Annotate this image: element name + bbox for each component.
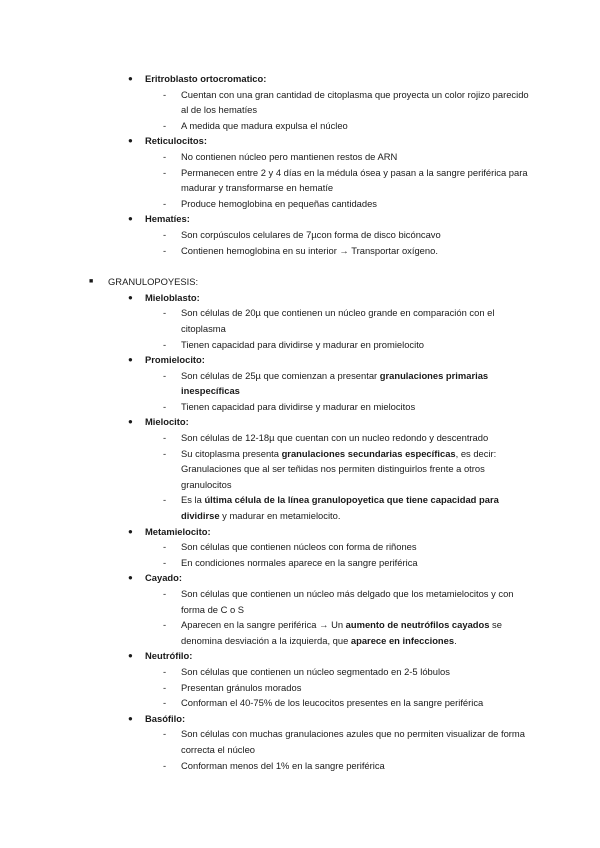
cell-type-item <box>0 290 600 306</box>
dash-marker: - <box>163 307 167 319</box>
description-point <box>0 555 600 571</box>
bullet-icon: ● <box>128 651 133 661</box>
document-body <box>0 71 600 773</box>
cell-type-title: Mielocito: <box>145 416 189 428</box>
description-point <box>0 539 600 555</box>
description-point <box>0 87 600 118</box>
bold-text: granulaciones secundarias específicas <box>281 447 456 459</box>
description-point <box>0 227 600 243</box>
point-text: No contienen núcleo pero mantienen restos de ARN <box>181 150 398 162</box>
dash-marker: - <box>163 244 167 256</box>
point-text: Tienen capacidad para dividirse y madurar en promielocito <box>181 338 425 350</box>
section-heading <box>0 274 600 290</box>
point-text: Son células que contienen un núcleo segmentado en 2-5 lóbulos <box>181 665 450 677</box>
description-point <box>0 305 600 336</box>
cell-type-title: Neutrófilo: <box>145 650 193 662</box>
cell-type-title: Promielocito: <box>145 354 205 366</box>
bullet-icon: ● <box>128 713 133 723</box>
point-text: Son células de 20µ que contienen un núcleo grande en comparación con el citoplasma <box>181 307 495 334</box>
point-text: Conforman menos del 1% en la sangre periférica <box>181 759 385 771</box>
dash-marker: - <box>163 759 167 771</box>
point-text: Son células de 25µ que comienzan a presentar <box>181 369 380 381</box>
dash-marker: - <box>163 88 167 100</box>
bullet-icon: ● <box>128 573 133 583</box>
cell-type-item <box>0 211 600 227</box>
bold-text: aparece en infecciones <box>350 634 455 646</box>
point-text: Presentan gránulos morados <box>181 681 302 693</box>
dash-marker: - <box>163 432 167 444</box>
description-point <box>0 617 600 648</box>
point-text: Es la <box>181 494 205 506</box>
description-point <box>0 586 600 617</box>
point-text: . <box>454 634 457 646</box>
point-text: Tienen capacidad para dividirse y madurar en mielocitos <box>181 400 416 412</box>
dash-marker: - <box>163 400 167 412</box>
dash-marker: - <box>163 588 167 599</box>
section-heading-text: GRANULOPOYESIS: <box>108 276 199 288</box>
point-text: Conforman el 40-75% de los leucocitos presentes en la sangre periférica <box>181 697 484 709</box>
cell-type-item <box>0 71 600 87</box>
cell-type-item <box>0 352 600 368</box>
description-point <box>0 680 600 696</box>
point-text: A medida que madura expulsa el núcleo <box>181 119 348 131</box>
cell-type-title: Metamielocito: <box>145 525 211 537</box>
description-point <box>0 726 600 757</box>
point-text: Son células con muchas granulaciones azules que no permiten visualizar de forma correcta el núcleo <box>181 728 525 755</box>
dash-marker: - <box>163 119 167 131</box>
cell-type-item <box>0 414 600 430</box>
cell-type-item <box>0 711 600 727</box>
point-text: En condiciones normales aparece en la sangre periférica <box>181 556 418 568</box>
dash-marker: - <box>163 728 167 740</box>
dash-marker: - <box>163 338 167 350</box>
point-text: Contienen hemoglobina en su interior → Transportar oxígeno. <box>181 244 438 256</box>
point-text: se denomina desviación a la izquierda, que <box>181 619 502 646</box>
dash-marker: - <box>163 369 167 381</box>
square-bullet-icon: ■ <box>89 278 94 286</box>
dash-marker: - <box>163 697 167 709</box>
dash-marker: - <box>163 541 167 553</box>
cell-type-title: Cayado: <box>145 572 182 584</box>
bold-text: granulaciones primarias inespecíficas <box>181 369 489 397</box>
description-point <box>0 446 600 493</box>
description-point <box>0 758 600 774</box>
cell-type-title: Mieloblasto: <box>145 291 200 303</box>
dash-marker: - <box>163 166 167 178</box>
point-text: Produce hemoglobina en pequeñas cantidades <box>181 197 377 209</box>
point-text: Cuentan con una gran cantidad de citoplasma que proyecta un color rojizo parecido al de los hematíes <box>181 88 529 116</box>
point-text: Aparecen en la sangre periférica → Un <box>181 619 346 631</box>
cell-type-item <box>0 133 600 149</box>
bold-text: aumento de neutrófilos cayados <box>345 619 490 631</box>
bullet-icon: ● <box>128 292 133 302</box>
dash-marker: - <box>163 197 167 209</box>
bullet-icon: ● <box>128 74 133 83</box>
description-point <box>0 243 600 259</box>
point-text: Son células de 12-18µ que cuentan con un nucleo redondo y descentrado <box>181 432 489 444</box>
description-point <box>0 695 600 711</box>
dash-marker: - <box>163 447 167 459</box>
description-point <box>0 118 600 134</box>
cell-type-title: Basófilo: <box>145 712 186 724</box>
bold-text: última célula de la línea granulopoyetica que tiene capacidad para dividirse <box>181 494 499 522</box>
cell-type-title: Reticulocitos: <box>145 135 207 147</box>
description-point <box>0 492 600 523</box>
description-point <box>0 165 600 196</box>
dash-marker: - <box>163 494 167 506</box>
bullet-icon: ● <box>128 214 133 224</box>
point-text: Son células que contienen núcleos con forma de riñones <box>181 541 417 553</box>
bullet-icon: ● <box>128 355 133 365</box>
dash-marker: - <box>163 556 167 568</box>
point-text: Son corpúsculos celulares de 7µcon forma de disco bicóncavo <box>181 228 441 240</box>
dash-marker: - <box>163 681 167 693</box>
cell-type-title: Hematíes: <box>145 213 190 225</box>
description-point <box>0 399 600 415</box>
point-text: Son células que contienen un núcleo más delgado que los metamielocitos y con forma de C o S <box>181 588 514 615</box>
cell-type-item <box>0 570 600 586</box>
point-text: Permanecen entre 2 y 4 días en la médula ósea y pasan a la sangre periférica para madurar y transformarse en hematíe <box>181 166 528 194</box>
description-point <box>0 337 600 353</box>
description-point <box>0 196 600 212</box>
bullet-icon: ● <box>128 526 133 536</box>
dash-marker: - <box>163 619 167 631</box>
description-point <box>0 664 600 680</box>
cell-type-item <box>0 648 600 664</box>
dash-marker: - <box>163 228 167 240</box>
dash-marker: - <box>163 665 167 677</box>
bullet-icon: ● <box>128 136 133 146</box>
point-text: , es decir: Granulaciones que al ser teñidas nos permiten distinguirlos frente a otros granulocitos <box>181 447 497 490</box>
point-text: Su citoplasma presenta <box>181 447 282 459</box>
cell-type-title: Eritroblasto ortocromatico: <box>145 73 267 84</box>
point-text: y madurar en metamielocito. <box>219 510 341 522</box>
bullet-icon: ● <box>128 417 133 427</box>
dash-marker: - <box>163 150 167 162</box>
cell-type-item <box>0 524 600 540</box>
description-point <box>0 430 600 446</box>
description-point <box>0 368 600 399</box>
description-point <box>0 149 600 165</box>
